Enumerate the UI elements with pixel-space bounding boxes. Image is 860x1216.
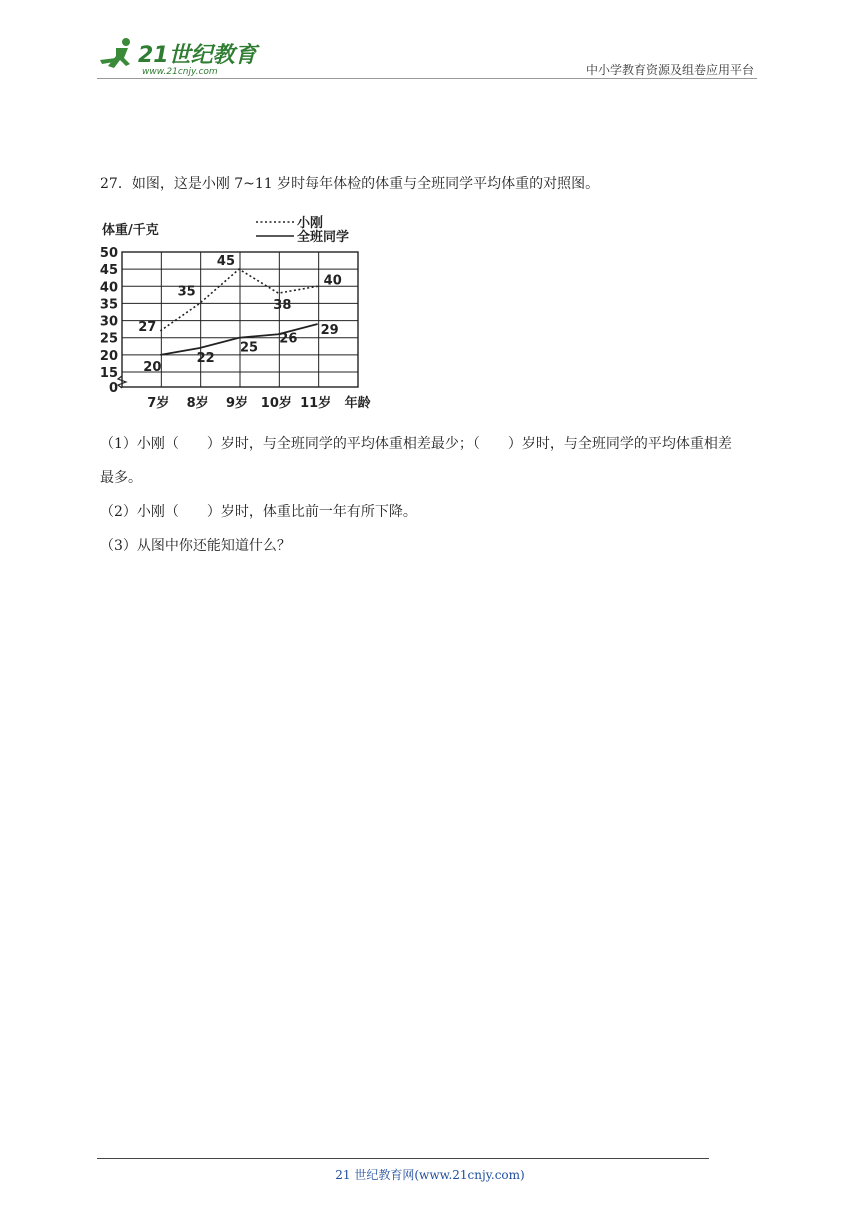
- sub-question-2: （2）小刚（ ）岁时，体重比前一年有所下降。: [100, 504, 417, 520]
- data-label: 25: [239, 340, 259, 356]
- runner-logo-icon: [100, 38, 130, 68]
- data-label: 40: [323, 273, 342, 289]
- y-tick-label: 0: [108, 381, 118, 396]
- legend-label: 小刚: [297, 216, 324, 231]
- data-label: 35: [177, 284, 196, 300]
- y-axis-ticks: [100, 246, 118, 396]
- sub-question-1-line-2: 最多。: [100, 470, 142, 486]
- footer-divider: [97, 1158, 709, 1159]
- logo-wordmark: 21世纪教育: [138, 43, 257, 68]
- y-tick-label: 25: [99, 331, 118, 347]
- data-label: 26: [279, 331, 298, 347]
- data-label: 38: [273, 298, 292, 314]
- series-line: [160, 269, 317, 331]
- data-label: 29: [320, 323, 339, 338]
- x-tick-label: 7岁: [147, 396, 170, 411]
- y-axis-label: 体重/千克: [102, 223, 159, 238]
- site-logo: [94, 34, 264, 78]
- data-label: 22: [196, 351, 215, 366]
- x-axis-label: 年龄: [344, 396, 371, 411]
- footer-site-text: 21 世纪教育网(www.21cnjy.com): [335, 1168, 525, 1182]
- logo-url: www.21cnjy.com: [142, 67, 218, 77]
- x-tick-label: 11岁: [300, 396, 332, 411]
- y-tick-label: 35: [99, 297, 118, 313]
- sub-question-1-line-1: （1）小刚（ ）岁时，与全班同学的平均体重相差最少；（ ）岁时，与全班同学的平均体重相差: [100, 436, 732, 452]
- y-tick-label: 15: [99, 366, 118, 381]
- y-tick-label: 20: [99, 348, 118, 364]
- x-tick-label: 8岁: [186, 396, 209, 411]
- legend-label: 全班同学: [297, 230, 350, 245]
- y-tick-label: 40: [99, 280, 118, 296]
- header-divider: [97, 78, 757, 79]
- data-label: 20: [143, 359, 162, 375]
- y-tick-label: 30: [99, 314, 118, 330]
- x-tick-label: 9岁: [225, 396, 249, 411]
- weight-line-chart: [98, 212, 378, 412]
- x-axis-ticks: [147, 395, 331, 411]
- y-tick-label: 45: [99, 263, 118, 279]
- header-platform-text: 中小学教育资源及组卷应用平台: [585, 63, 754, 77]
- x-tick-label: 10岁: [260, 396, 292, 411]
- data-label: 45: [216, 254, 235, 270]
- question-stem: 27．如图，这是小刚 7~11 岁时每年体检的体重与全班同学平均体重的对照图。: [100, 176, 600, 192]
- sub-question-3: （3）从图中你还能知道什么？: [100, 538, 291, 554]
- chart-legend: [256, 215, 349, 245]
- y-tick-label: 50: [99, 246, 118, 261]
- data-label: 27: [138, 319, 157, 335]
